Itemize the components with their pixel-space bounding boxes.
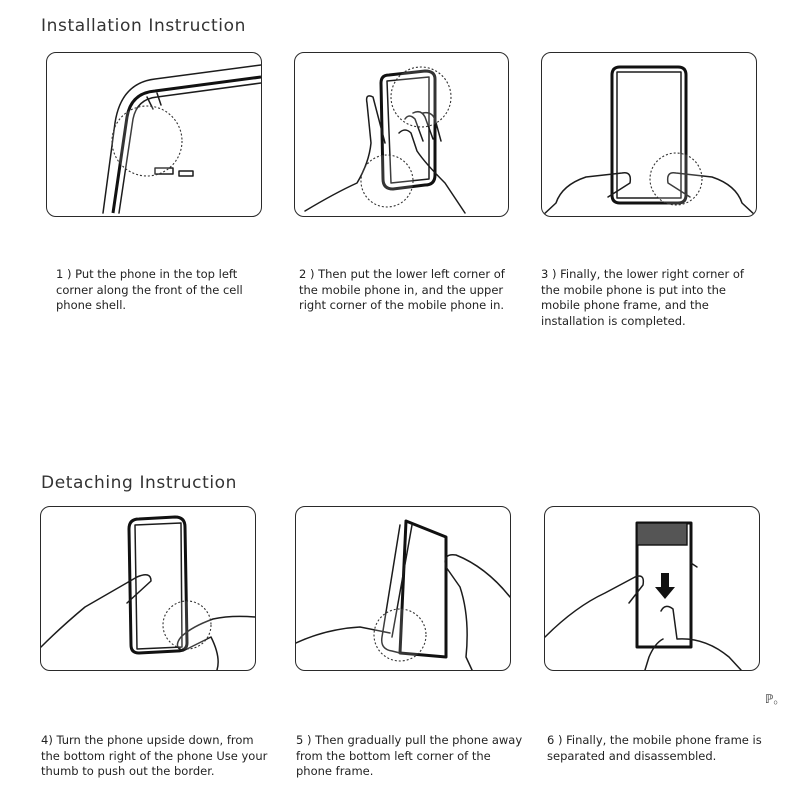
phone-corner-insert-drawing — [47, 53, 261, 216]
hands-pressing-phone-drawing — [295, 53, 508, 216]
detaching-step-6-caption: 6 ) Finally, the mobile phone frame is separated and disassembled. — [547, 733, 762, 763]
installation-step-1-illustration — [46, 52, 262, 217]
corner-mark: ℙ。 — [765, 692, 786, 706]
detaching-step-4-caption: 4) Turn the phone upside down, from the bottom right of the phone Use your thumb to push out the border. — [41, 733, 268, 778]
installation-step-2-illustration — [294, 52, 509, 217]
installation-step-1-caption: 1 ) Put the phone in the top left corner along the front of the cell phone shell. — [56, 267, 243, 312]
detaching-step-4-illustration — [40, 506, 256, 671]
detaching-step-5-illustration — [295, 506, 511, 671]
detaching-step-5-caption: 5 ) Then gradually pull the phone away from the bottom left corner of the phone frame. — [296, 733, 523, 778]
installation-heading: Installation Instruction — [41, 16, 246, 36]
phone-in-frame-held-drawing — [542, 53, 756, 216]
installation-step-2-caption: 2 ) Then put the lower left corner of the mobile phone in, and the upper right corner of the mobile phone in. — [299, 267, 505, 312]
detaching-step-6-illustration — [544, 506, 760, 671]
installation-step-3-illustration — [541, 52, 757, 217]
detaching-heading: Detaching Instruction — [41, 473, 238, 493]
installation-step-3-caption: 3 ) Finally, the lower right corner of the mobile phone is put into the mobile phone frame, and the installation is completed. — [541, 267, 744, 328]
thumb-push-border-drawing — [41, 507, 255, 670]
pull-phone-away-drawing — [296, 507, 510, 670]
frame-separated-drawing — [545, 507, 759, 670]
